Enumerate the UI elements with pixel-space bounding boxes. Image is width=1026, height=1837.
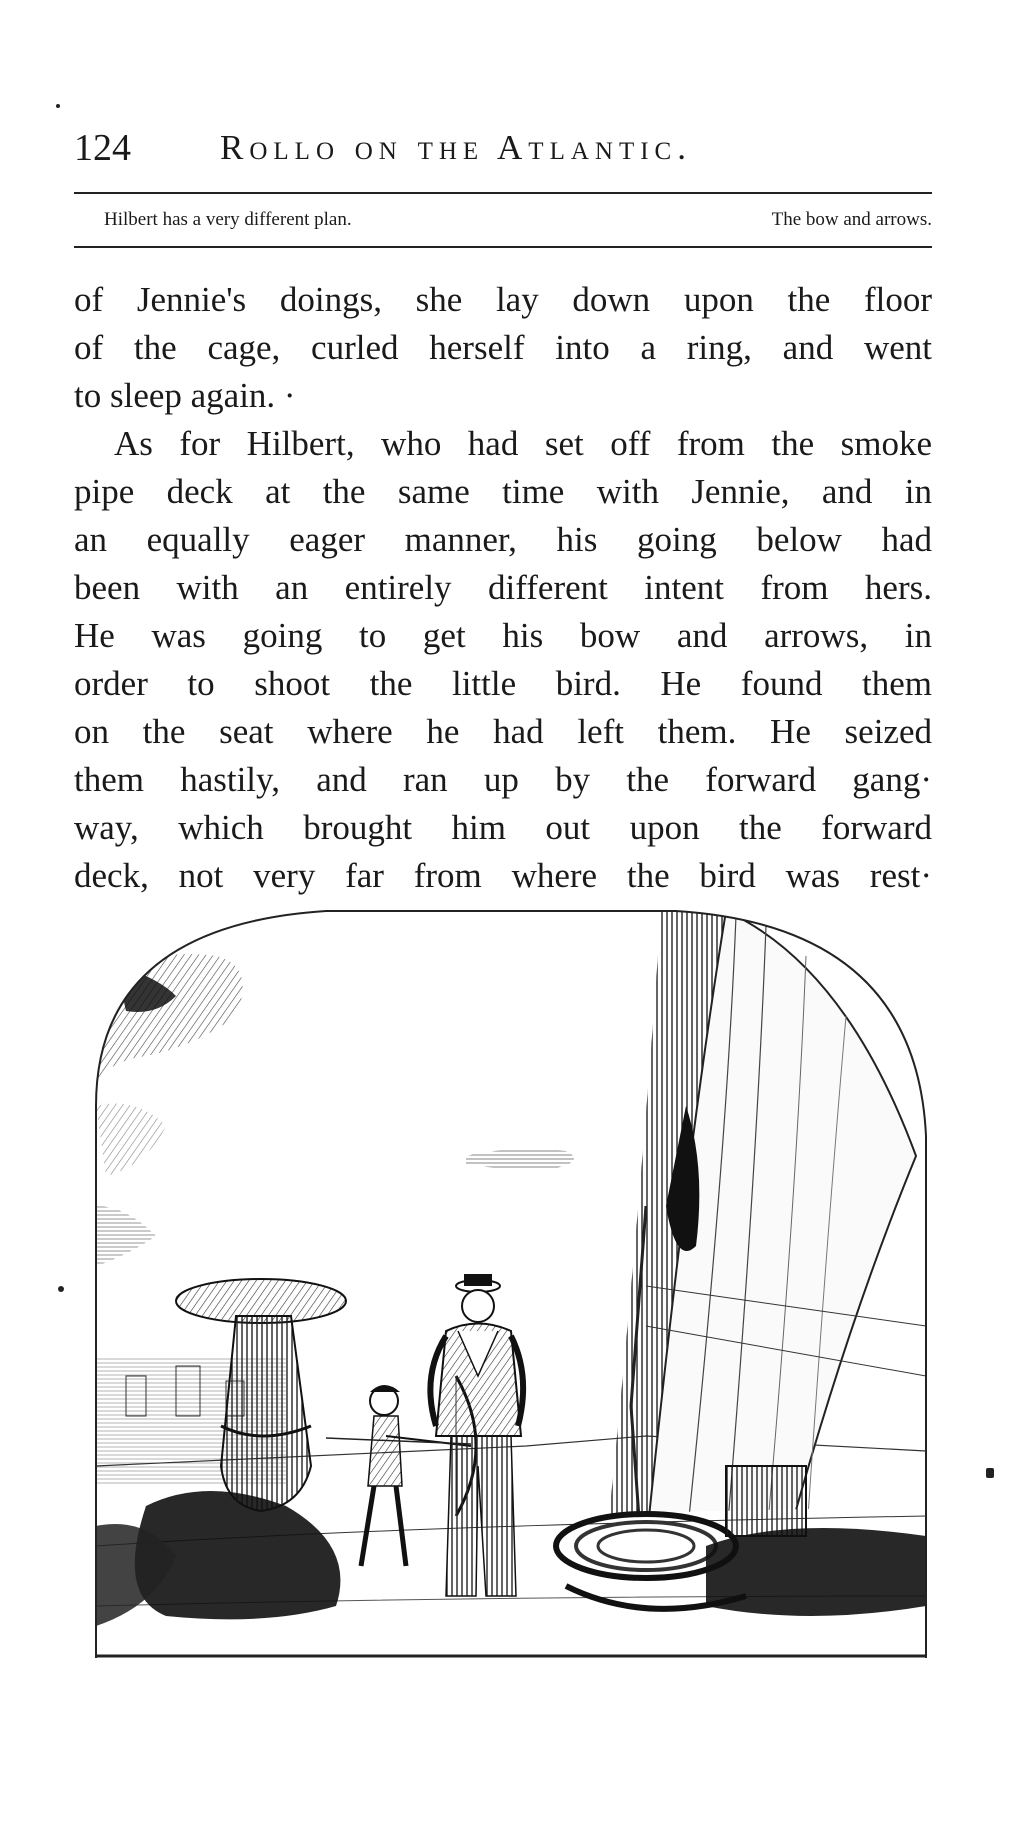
side-heading-right: The bow and arrows. bbox=[771, 209, 932, 230]
engraving-illustration bbox=[86, 906, 936, 1658]
text-line: been with an entirely different intent from hers. bbox=[74, 568, 932, 607]
text-line: way, which brought him out upon the forward bbox=[74, 808, 932, 847]
page-number: 124 bbox=[74, 127, 131, 169]
page-header bbox=[74, 128, 930, 168]
header-rule-bottom bbox=[74, 246, 932, 248]
text-line: deck, not very far from where the bird was rest· bbox=[74, 856, 932, 895]
text-line: on the seat where he had left them. He seized bbox=[74, 712, 932, 751]
engraving-svg bbox=[86, 906, 936, 1658]
text-line: of the cage, curled herself into a ring, and went bbox=[74, 328, 932, 367]
running-title: Rollo on the Atlantic. bbox=[220, 128, 692, 167]
text-line: an equally eager manner, his going below had bbox=[74, 520, 932, 559]
print-speck bbox=[986, 1468, 994, 1478]
text-line: them hastily, and ran up by the forward gang· bbox=[74, 760, 932, 799]
print-speck bbox=[58, 1286, 64, 1292]
header-rule-top bbox=[74, 192, 932, 194]
text-line: He was going to get his bow and arrows, in bbox=[74, 616, 932, 655]
text-line: to sleep again. · bbox=[74, 376, 296, 415]
text-line: pipe deck at the same time with Jennie, and in bbox=[74, 472, 932, 511]
side-heading-left: Hilbert has a very different plan. bbox=[104, 209, 352, 230]
print-speck bbox=[56, 104, 60, 108]
text-line: order to shoot the little bird. He found them bbox=[74, 664, 932, 703]
body-text bbox=[74, 276, 932, 900]
text-line: of Jennie's doings, she lay down upon the floor bbox=[74, 280, 932, 319]
text-line: As for Hilbert, who had set off from the smoke bbox=[114, 424, 932, 463]
